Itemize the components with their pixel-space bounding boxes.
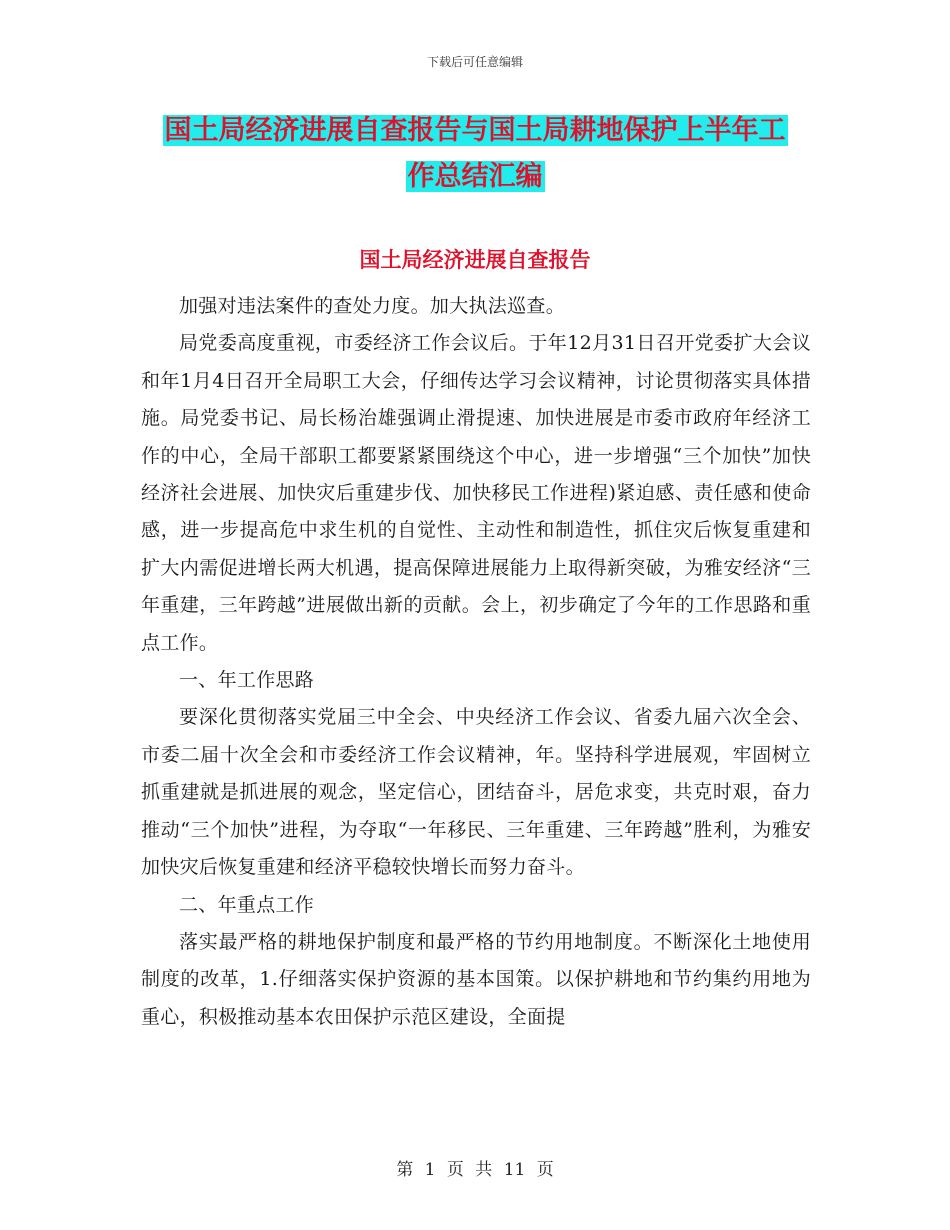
section-title: 国土局经济进展自查报告 — [359, 248, 591, 272]
document-title — [140, 108, 810, 200]
header-note: 下载后可任意编辑 — [426, 55, 523, 69]
document-title-line-2: 作总结汇编 — [407, 161, 543, 192]
paragraph: 落实最严格的耕地保护制度和最严格的节约用地制度。不断深化土地使用制度的改革，1.仔细落实保护资源的基本国策。以保护耕地和节约集约用地为重心，积极推动基本农田保护示范区建设，全面提 — [141, 930, 811, 1028]
paragraph: 局党委高度重视，市委经济工作会议后。于年12月31日召开党委扩大会议和年1月4日召开全局职工大会，仔细传达学习会议精神，讨论贯彻落实具体措施。局党委书记、局长杨治雄强调止滑提速、加快进展是市委市政府年经济工作的中心，全局干部职工都要紧紧围绕这个中心，进一步增强“三个加快”加快经济社会进展、加快灾后重建步伐、加快移民工作进程)紧迫感、责任感和使命感，进一步提高危中求生机的自觉性、主动性和制造性，抓住灾后恢复重建和扩大内需促进增长两大机遇，提高保障进展能力上取得新突破，为雅安经济“三年重建，三年跨越”进展做出新的贡献。会上，初步确定了今年的工作思路和重点工作。 — [141, 332, 811, 654]
paragraph: 要深化贯彻落实党届三中全会、中央经济工作会议、省委九届六次全会、市委二届十次全会和市委经济工作会议精神，年。坚持科学进展观，牢固树立抓重建就是抓进展的观念，坚定信心，团结奋斗，居危求变，共克时艰，奋力推动“三个加快”进程，为夺取“一年移民、三年重建、三年跨越”胜利，为雅安加快灾后恢复重建和经济平稳较快增长而努力奋斗。 — [141, 706, 811, 879]
document-title-line-1: 国土局经济进展自查报告与国土局耕地保护上半年工 — [164, 115, 786, 146]
document-body — [141, 288, 811, 1036]
page-number: 第 1 页 共 11 页 — [396, 1160, 554, 1180]
paragraph-heading: 一、年工作思路 — [179, 669, 315, 692]
paragraph: 加强对违法案件的查处力度。加大执法巡查。 — [179, 295, 566, 317]
paragraph-heading: 二、年重点工作 — [179, 893, 315, 916]
